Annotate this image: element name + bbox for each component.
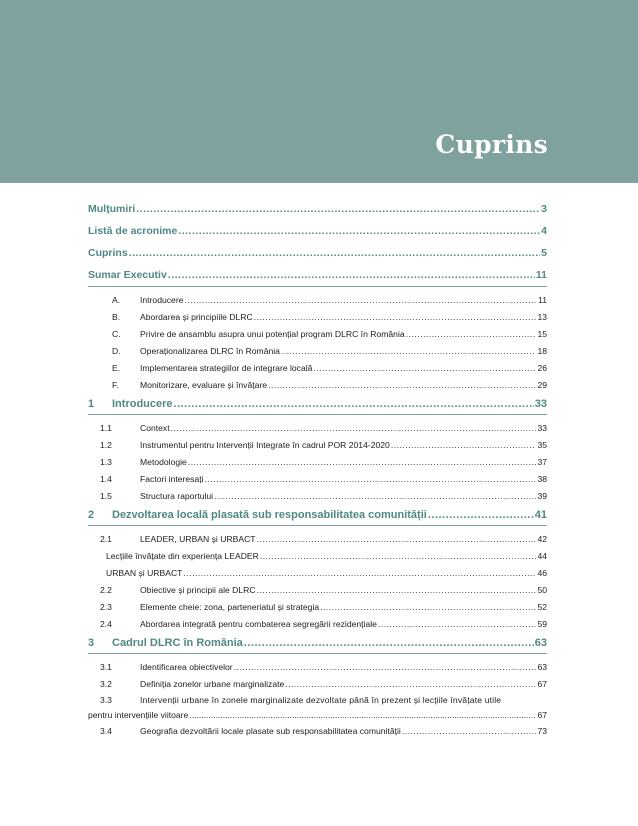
toc-entry-3-4[interactable]: 3.4 Geografia dezvoltării locale plasate sub responsabilitatea comunității ..... 73: [88, 723, 547, 740]
dot-leader: [234, 659, 537, 676]
toc-entry-1-2[interactable]: 1.2 Instrumentul pentru Intervenții Integrate în cadrul POR 2014-2020 ..... 35: [88, 437, 547, 454]
dot-leader: [168, 264, 535, 286]
dot-leader: [257, 582, 537, 599]
dot-leader: [285, 676, 536, 693]
toc-entry-2-2[interactable]: 2.2 Obiective și principii ale DLRC ..... 50: [88, 582, 547, 599]
dot-leader: [178, 220, 540, 242]
toc-entry-3-2[interactable]: 3.2 Definiția zonelor urbane marginalizate ..... 67: [88, 676, 547, 693]
dot-leader: [183, 565, 536, 582]
dot-leader: [402, 723, 537, 740]
dot-leader: [189, 708, 536, 723]
dot-leader: [171, 420, 537, 437]
dot-leader: [406, 326, 537, 343]
header-banner: [0, 0, 638, 183]
dot-leader: [188, 454, 537, 471]
dot-leader: [129, 242, 540, 264]
toc-chapter-3[interactable]: 3 Cadrul DLRC în România ..... 63: [88, 633, 547, 654]
dot-leader: [268, 377, 536, 394]
toc-entry-multumiri[interactable]: Mulțumiri ..... 3: [88, 198, 547, 220]
toc-entry-1-4[interactable]: 1.4 Factori interesați ..... 38: [88, 471, 547, 488]
toc-entry-acronime[interactable]: Listă de acronime ..... 4: [88, 220, 547, 242]
dot-leader: [260, 548, 537, 565]
dot-leader: [313, 360, 536, 377]
toc-chapter-1[interactable]: 1 Introducere ..... 33: [88, 394, 547, 415]
dot-leader: [428, 505, 534, 525]
toc-entry-1-3[interactable]: 1.3 Metodologie ..... 37: [88, 454, 547, 471]
dot-leader: [244, 633, 534, 653]
toc-entry-summary-c[interactable]: C. Privire de ansamblu asupra unui potențial program DLRC în România ..... 15: [88, 326, 547, 343]
toc-entry-2-3[interactable]: 2.3 Elemente cheie: zona, parteneriatul și strategia ..... 52: [88, 599, 547, 616]
toc-entry-summary-a[interactable]: A. Introducere ..... 11: [88, 292, 547, 309]
toc-entry-summary-d[interactable]: D. Operaționalizarea DLRC în România ..... 18: [88, 343, 547, 360]
dot-leader: [281, 343, 536, 360]
dot-leader: [391, 437, 537, 454]
toc-entry-1-5[interactable]: 1.5 Structura raportului ..... 39: [88, 488, 547, 505]
toc-entry-2-4[interactable]: 2.4 Abordarea integrată pentru combaterea segregării rezidențiale ..... 59: [88, 616, 547, 633]
toc-entry-summary-b[interactable]: B. Abordarea și principiile DLRC ..... 13: [88, 309, 547, 326]
toc-entry-1-1[interactable]: 1.1 Context ..... 33: [88, 420, 547, 437]
dot-leader: [214, 488, 536, 505]
toc-entry-summary-f[interactable]: F. Monitorizare, evaluare și învățare ..... 29: [88, 377, 547, 394]
toc-entry-urban-urbact[interactable]: URBAN și URBACT ..... 46: [88, 565, 547, 582]
dot-leader: [184, 292, 537, 309]
dot-leader: [378, 616, 536, 633]
toc-entry-cuprins[interactable]: Cuprins ..... 5: [88, 242, 547, 264]
toc-entry-sumar-executiv[interactable]: Sumar Executiv ..... 11: [88, 264, 547, 287]
table-of-contents: [88, 198, 547, 740]
toc-entry-2-1[interactable]: 2.1 LEADER, URBAN și URBACT ..... 42: [88, 531, 547, 548]
toc-chapter-2[interactable]: 2 Dezvoltarea locală plasată sub responsabilitatea comunității ..... 41: [88, 505, 547, 526]
toc-entry-3-3[interactable]: 3.3 Intervenții urbane în zonele marginalizate dezvoltate până în prezent și lecțiile învățate utile pentru intervențiile viitoare ..... 67: [88, 693, 547, 723]
page-title: Cuprins: [435, 130, 548, 159]
dot-leader: [174, 394, 534, 414]
toc-entry-3-1[interactable]: 3.1 Identificarea obiectivelor ..... 63: [88, 659, 547, 676]
dot-leader: [320, 599, 536, 616]
dot-leader: [254, 309, 537, 326]
dot-leader: [205, 471, 537, 488]
dot-leader: [136, 198, 540, 220]
toc-entry-leader-lessons[interactable]: Lecțiile învățate din experiența LEADER ..... 44: [88, 548, 547, 565]
toc-entry-summary-e[interactable]: E. Implementarea strategiilor de integrare locală ..... 26: [88, 360, 547, 377]
dot-leader: [257, 531, 537, 548]
